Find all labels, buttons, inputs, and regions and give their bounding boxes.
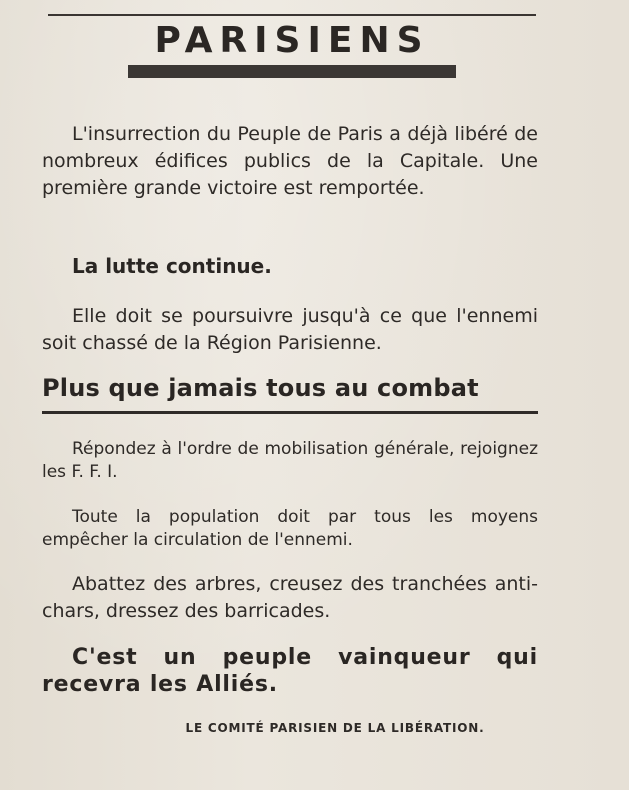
instruction-circulation: Toute la population doit par tous les moyens empêcher la circulation de l'ennemi.: [42, 507, 538, 550]
closing-statement: C'est un peuple vainqueur qui recevra les Alliés.: [42, 645, 538, 697]
signature: LE COMITÉ PARISIEN DE LA LIBÉRATION.: [185, 721, 485, 735]
title-underline-bar: [128, 65, 456, 78]
top-rule: [48, 14, 536, 16]
continue-paragraph: Elle doit se poursuivre jusqu'à ce que l'ennemi soit chassé de la Région Parisienne.: [42, 305, 538, 354]
intro-paragraph: L'insurrection du Peuple de Paris a déjà libéré de nombreux édifices publics de la Capitale. Une première grande victoire est remportée.: [42, 123, 538, 199]
instruction-mobilisation: Répondez à l'ordre de mobilisation générale, rejoignez les F. F. I.: [42, 439, 538, 482]
main-headline: Plus que jamais tous au combat: [42, 374, 479, 402]
leaflet-title: PARISIENS: [154, 20, 430, 61]
instruction-barricades: Abattez des arbres, creusez des tranchées anti-chars, dressez des barricades.: [42, 573, 538, 622]
subheading: La lutte continue.: [72, 254, 272, 278]
headline-underline: [42, 411, 538, 414]
